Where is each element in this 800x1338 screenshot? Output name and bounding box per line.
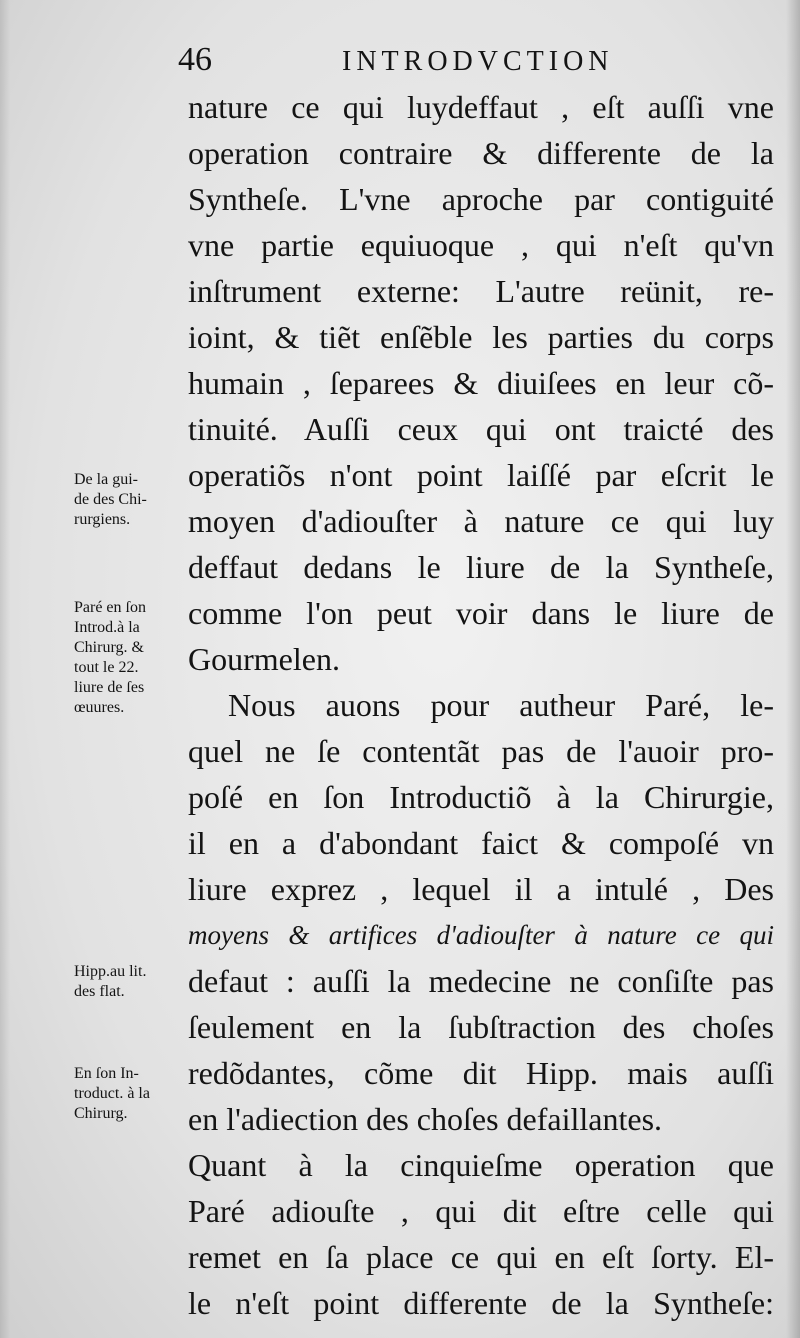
- text-line: defaut : auſſi la medecine ne conſiſte pas: [188, 963, 774, 999]
- margin-note: [74, 1064, 190, 1124]
- text-line: poſé en ſon Introductiõ à la Chirurgie,: [188, 779, 774, 815]
- text-line: liure exprez , lequel il a intulé , Des: [188, 871, 774, 907]
- margin-note-line: En ſon In-: [74, 1065, 139, 1082]
- margin-note-line: Introd.à la: [74, 619, 140, 636]
- margin-note: [74, 598, 190, 718]
- text-line: en l'adiection des choſes defaillantes.: [188, 1101, 663, 1137]
- margin-note-line: De la gui-: [74, 471, 138, 488]
- edge-shadow: [786, 0, 800, 1338]
- margin-note-line: Paré en ſon: [74, 599, 146, 616]
- margin-note-line: Chirurg. &: [74, 639, 144, 656]
- text-line: comme l'on peut voir dans le liure de: [188, 595, 774, 631]
- text-line: le n'eſt point differente de la Syntheſe:: [188, 1285, 774, 1321]
- text-line: Gourmelen.: [188, 641, 340, 677]
- text-line: deffaut dedans le liure de la Syntheſe,: [188, 549, 774, 585]
- paragraph-start-line: Quant à la cinquieſme operation que: [188, 1147, 774, 1183]
- text-line: vne partie equiuoque , qui n'eſt qu'vn: [188, 227, 774, 263]
- text-line: ſeulement en la ſubſtraction des choſes: [188, 1009, 774, 1045]
- gutter-shadow: [0, 0, 10, 1338]
- margin-note-line: de des Chi-: [74, 491, 147, 508]
- text-line: il en a d'abondant faict & compoſé vn: [188, 825, 774, 861]
- paragraph-start-line: Nous auons pour autheur Paré, le-: [228, 687, 774, 723]
- running-title: INTRODVCTION: [342, 46, 614, 77]
- margin-note-line: Chirurg.: [74, 1105, 128, 1122]
- page-header: [176, 40, 736, 80]
- text-line: tinuité. Auſſi ceux qui ont traicté des: [188, 411, 774, 447]
- margin-note-line: œuures.: [74, 699, 125, 716]
- margin-note-line: troduct. à la: [74, 1085, 150, 1102]
- italic-title-line: moyens & artifices d'adiouſter à nature ce qui: [188, 920, 774, 950]
- margin-note-line: Hipp.au lit.: [74, 963, 147, 980]
- margin-note: [74, 470, 190, 530]
- text-line: remet en ſa place ce qui en eſt ſorty. El-: [188, 1239, 774, 1275]
- text-line: inſtrument externe: L'autre reünit, re-: [188, 273, 774, 309]
- page-number: 46: [178, 41, 212, 78]
- text-line: quel ne ſe contentãt pas de l'auoir pro-: [188, 733, 774, 769]
- text-line: moyen d'adiouſter à nature ce qui luy: [188, 503, 774, 539]
- text-line: ioint, & tiẽt enſẽble les parties du corps: [188, 319, 774, 355]
- margin-note-line: rurgiens.: [74, 511, 131, 528]
- margin-note-line: tout le 22.: [74, 659, 139, 676]
- margin-note-line: liure de ſes: [74, 679, 145, 696]
- text-line: nature ce qui luydeffaut , eſt auſſi vne: [188, 89, 774, 125]
- text-line: Syntheſe. L'vne aproche par contiguité: [188, 181, 774, 217]
- margin-note: [74, 962, 190, 1002]
- text-line: Paré adiouſte , qui dit eſtre celle qui: [188, 1193, 774, 1229]
- text-line: humain , ſeparees & diuiſees en leur cõ-: [188, 365, 774, 401]
- margin-note-line: des flat.: [74, 983, 125, 1000]
- text-line: operation contraire & differente de la: [188, 135, 774, 171]
- text-line: redõdantes, cõme dit Hipp. mais auſſi: [188, 1055, 774, 1091]
- text-line: operatiõs n'ont point laiſſé par eſcrit le: [188, 457, 774, 493]
